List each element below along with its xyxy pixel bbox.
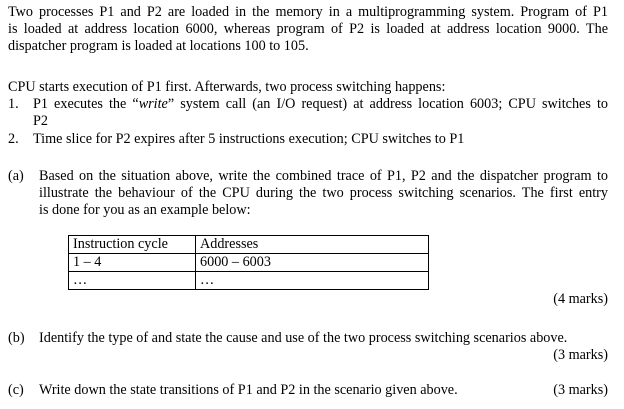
text: P1 executes the “ [33, 96, 139, 112]
question-c-marks: (3 marks) [553, 382, 608, 398]
question-b-label: (b) [8, 330, 25, 346]
text: ” system call (an I/O request) at address location 6003; CPU switches to [167, 96, 608, 112]
intro-line: Two processes P1 and P2 are loaded in the memory in a multiprogramming system. Program of P1 [8, 4, 608, 20]
switch-1-cont: P2 [33, 113, 48, 129]
question-b-marks: (3 marks) [553, 347, 608, 363]
switch-1-text [33, 96, 608, 113]
intro-line: is loaded at address location 6000, whereas program of P2 is loaded at address location 9000. The [8, 21, 608, 37]
switch-1-num: 1. [8, 96, 19, 112]
question-a-label: (a) [8, 168, 24, 184]
question-c-label: (c) [8, 382, 24, 398]
header-cell: Addresses [196, 236, 429, 254]
header-cell: Instruction cycle [69, 236, 196, 254]
intro-line: dispatcher program is loaded at locations 100 to 105. [8, 38, 309, 54]
switch-2-text: Time slice for P2 expires after 5 instructions execution; CPU switches to P1 [33, 131, 465, 147]
cpu-start-text: CPU starts execution of P1 first. Afterwards, two process switching happens: [8, 79, 446, 95]
table-row [69, 272, 429, 290]
table-cell: 1 – 4 [69, 254, 196, 272]
question-a-line: illustrate the behaviour of the CPU during the two process switching scenarios. The first entry [39, 185, 608, 201]
table-cell: 6000 – 6003 [196, 254, 429, 272]
trace-table [68, 235, 429, 290]
question-a-line: Based on the situation above, write the combined trace of P1, P2 and the dispatcher program to [39, 168, 608, 184]
question-b-text: Identify the type of and state the cause and use of the two process switching scenarios above. [39, 330, 568, 346]
question-a-line: is done for you as an example below: [39, 202, 251, 218]
question-c-text: Write down the state transitions of P1 and P2 in the scenario given above. [39, 382, 458, 398]
question-a-marks: (4 marks) [553, 291, 608, 307]
table-cell: … [69, 272, 196, 290]
table-header-row [69, 236, 429, 254]
table-row [69, 254, 429, 272]
switch-2-num: 2. [8, 131, 19, 147]
write-emphasis: write [138, 96, 168, 112]
table-cell: … [196, 272, 429, 290]
